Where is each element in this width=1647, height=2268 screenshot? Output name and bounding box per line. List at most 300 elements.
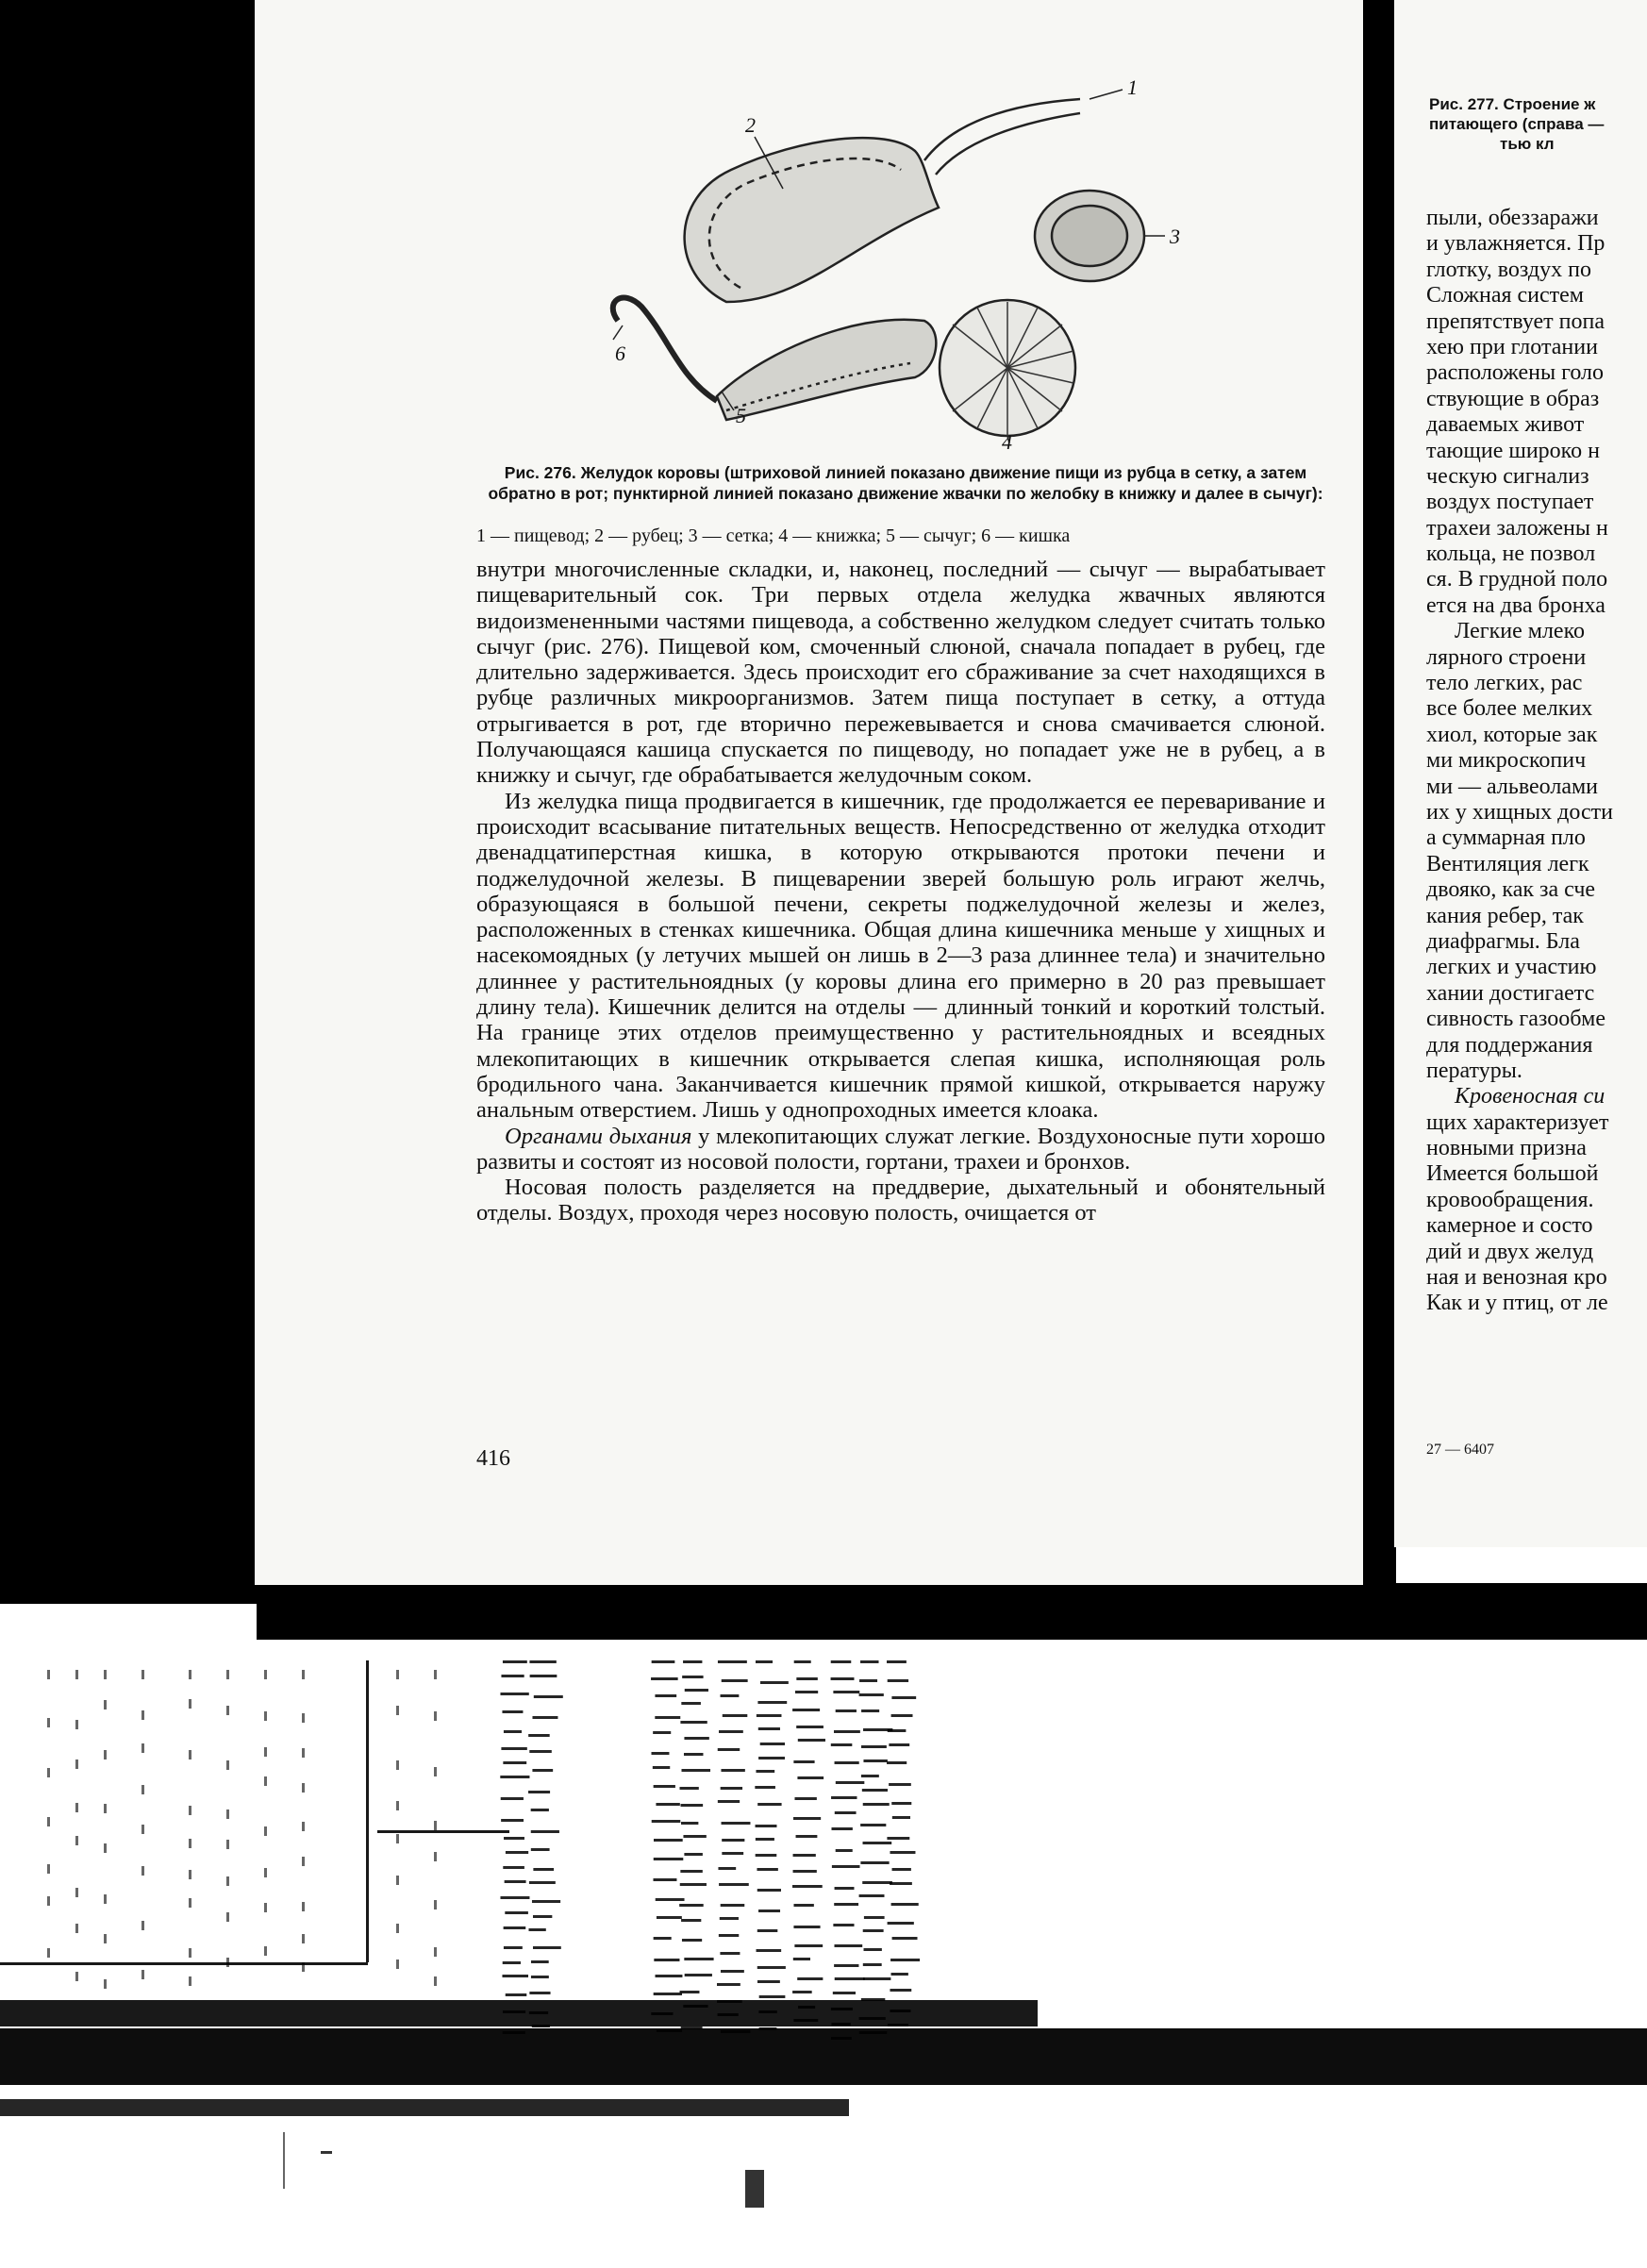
noise-mark [887, 1761, 907, 1764]
right-text-line: воздух поступает [1426, 490, 1594, 515]
noise-mark [863, 1929, 884, 1932]
right-text-line: кольца, не позвол [1426, 542, 1596, 567]
noise-mark [531, 1960, 549, 1963]
noise-mark [889, 1743, 909, 1746]
noise-mark [722, 1852, 743, 1855]
noise-mark [891, 1973, 908, 1976]
noise-mark [722, 1822, 751, 1825]
noise-mark [104, 1700, 107, 1709]
caption-line: питающего (справа — [1429, 115, 1605, 133]
noise-mark [141, 1866, 144, 1876]
figure-label-6: 6 [615, 342, 625, 365]
noise-mark [718, 1660, 747, 1663]
noise-mark [719, 1934, 739, 1937]
noise-mark [264, 1826, 267, 1836]
right-text-line: Как и у птиц, от ле [1426, 1291, 1608, 1316]
right-text-line: диафрагмы. Бла [1426, 928, 1580, 954]
right-text-line: легких и участию [1426, 955, 1597, 980]
noise-mark [189, 1948, 191, 1958]
noise-mark [396, 1670, 399, 1679]
noise-mark [264, 1868, 267, 1877]
right-text-line: новными призна [1426, 1136, 1587, 1161]
noise-mark [75, 1803, 78, 1812]
noise-mark [721, 1970, 744, 1973]
noise-mark [657, 1916, 682, 1919]
noise-mark [531, 1830, 559, 1833]
right-text-line: пературы. [1426, 1058, 1522, 1083]
noise-mark [531, 1848, 550, 1851]
right-text-line: дий и двух желуд [1426, 1239, 1594, 1264]
noise-mark [888, 1922, 914, 1925]
right-text-line: ми микроскопич [1426, 748, 1587, 774]
figure-label-3: 3 [1170, 225, 1180, 248]
noise-mark [500, 1896, 529, 1899]
noise-mark [366, 1660, 369, 1962]
noise-mark [758, 1909, 780, 1912]
noise-mark [792, 1991, 812, 1993]
noise-mark [531, 1809, 549, 1811]
noise-mark [75, 1924, 78, 1933]
noise-mark [680, 1870, 702, 1873]
noise-mark [504, 1837, 524, 1840]
noise-mark [861, 1709, 879, 1712]
noise-mark [189, 1699, 191, 1709]
noise-mark [264, 1711, 267, 1721]
noise-mark [302, 1822, 305, 1831]
noise-mark [226, 1670, 229, 1679]
noise-mark [859, 1693, 884, 1696]
noise-mark [891, 1696, 916, 1699]
noise-mark [684, 1753, 703, 1756]
noise-mark [680, 1721, 707, 1724]
noise-mark [75, 1888, 78, 1897]
noise-mark [502, 1975, 528, 1977]
noise-mark [892, 1816, 910, 1819]
noise-mark [396, 1834, 399, 1843]
noise-mark [75, 1972, 78, 1981]
noise-mark [833, 1924, 854, 1926]
noise-mark [321, 2151, 332, 2154]
noise-mark [655, 1694, 676, 1697]
noise-mark [860, 1824, 886, 1826]
noise-mark [47, 1948, 50, 1958]
noise-mark [141, 1921, 144, 1930]
noise-mark [721, 1904, 745, 1907]
noise-mark [75, 1836, 78, 1845]
noise-mark [528, 1734, 550, 1737]
noise-mark [721, 1694, 740, 1697]
noise-mark [860, 1861, 889, 1864]
noise-mark [718, 1867, 736, 1870]
noise-mark [834, 1730, 860, 1733]
noise-mark [891, 1802, 911, 1805]
noise-mark [722, 1679, 748, 1682]
right-text-line: ческую сигнализ [1426, 463, 1589, 489]
noise-mark [756, 1770, 774, 1773]
noise-mark [757, 1980, 780, 1983]
noise-mark [302, 1934, 305, 1943]
noise-mark [831, 1827, 852, 1830]
noise-mark [652, 1660, 675, 1663]
noise-mark [833, 1691, 859, 1693]
noise-mark [0, 1962, 368, 1965]
paragraph: Носовая полость разделяется на преддверие, дыхательный и обонятельный отделы. Воздух, проходя через носовую полость, очищается от [476, 1175, 1325, 1226]
noise-mark [651, 1752, 669, 1755]
noise-mark [264, 1946, 267, 1956]
noise-mark [682, 1939, 702, 1942]
noise-mark [757, 1929, 778, 1932]
stomach-illustration [566, 85, 1245, 443]
noise-mark [794, 1797, 816, 1800]
noise-mark [104, 1894, 107, 1904]
noise-mark [396, 1876, 399, 1885]
noise-mark [888, 1679, 908, 1682]
noise-mark [533, 1946, 561, 1949]
noise-mark [504, 1946, 523, 1949]
noise-mark [859, 1679, 877, 1682]
noise-mark [264, 1747, 267, 1757]
noise-mark [684, 1853, 702, 1856]
noise-mark [890, 1882, 912, 1885]
noise-mark [396, 1760, 399, 1770]
right-text-line: для поддержания [1426, 1032, 1593, 1058]
noise-mark [757, 1868, 777, 1871]
noise-mark [189, 1870, 191, 1879]
noise-mark [888, 1729, 907, 1732]
noise-mark [757, 1714, 782, 1717]
noise-mark [504, 1730, 522, 1733]
figure-label-4: 4 [1002, 430, 1012, 454]
noise-mark [835, 1887, 855, 1890]
noise-mark [863, 1842, 892, 1844]
right-text-line: расположены голо [1426, 360, 1605, 386]
noise-mark [836, 1709, 857, 1712]
noise-mark [226, 1876, 229, 1886]
noise-mark [104, 1843, 107, 1853]
noise-mark [792, 1885, 823, 1888]
noise-mark [757, 1966, 786, 1969]
noise-mark [141, 1785, 144, 1794]
right-text-line: трахеи заложены н [1426, 515, 1608, 541]
noise-mark [794, 1660, 811, 1663]
noise-mark [47, 1768, 50, 1777]
right-text-line: ствующие в образ [1426, 386, 1600, 411]
noise-mark [189, 1670, 191, 1679]
noise-mark [835, 1811, 857, 1814]
noise-mark [531, 1976, 549, 1978]
noise-mark [759, 1995, 786, 1998]
right-text-line: хании достигаетс [1426, 980, 1595, 1006]
noise-mark [757, 1803, 781, 1806]
noise-mark [745, 2170, 764, 2208]
noise-mark [863, 1803, 890, 1806]
noise-mark [500, 1776, 529, 1778]
noise-mark [796, 1835, 818, 1838]
noise-mark [377, 1830, 509, 1833]
noise-mark [104, 1750, 107, 1759]
right-text-line: и увлажняется. Пр [1426, 231, 1605, 257]
noise-mark [836, 1849, 853, 1852]
noise-mark [302, 1783, 305, 1793]
noise-mark [505, 1880, 526, 1883]
noise-mark [501, 1675, 524, 1677]
right-text-line: ется на два бронха [1426, 592, 1605, 618]
noise-mark [680, 1883, 707, 1886]
noise-mark [434, 1767, 437, 1776]
noise-mark [681, 1919, 701, 1922]
page-number: 416 [476, 1446, 510, 1471]
noise-mark [654, 1785, 675, 1788]
noise-mark [861, 1745, 887, 1748]
noise-mark [653, 1878, 676, 1881]
noise-mark [797, 1977, 823, 1980]
noise-mark [717, 1983, 740, 1986]
right-page-text [1426, 206, 1647, 1317]
noise-mark [793, 1904, 813, 1907]
right-figure-caption [1429, 94, 1647, 154]
noise-mark [283, 2132, 285, 2189]
right-text-line: ся. В грудной поло [1426, 567, 1608, 592]
noise-mark [719, 1730, 743, 1733]
noise-mark [862, 1881, 892, 1884]
noise-mark [654, 1937, 672, 1940]
noise-mark [104, 1979, 107, 1989]
noise-mark [104, 1934, 107, 1943]
noise-mark [722, 1839, 744, 1842]
noise-mark [652, 1820, 681, 1823]
noise-mark [681, 1822, 698, 1825]
scan-noise [0, 1604, 1647, 2263]
noise-mark [434, 1670, 437, 1679]
noise-mark [836, 1781, 865, 1784]
noise-mark [501, 1819, 524, 1822]
cow-stomach-figure [566, 75, 1245, 454]
noise-mark [681, 1804, 704, 1807]
noise-mark [860, 1660, 878, 1663]
paragraph-rest: у млекопитающих служат легкие. Воздухоносные пути хорошо развиты и состоят из носовой полости, гортани, трахеи и бронхов. [476, 1123, 1325, 1175]
figure-caption: Рис. 276. Желудок коровы (штриховой линией показано движение пищи из рубца в сетку, а затем обратно в рот; пунктирной линией показано движение жвачки по желобку в книжку и далее в сычуг): [488, 463, 1323, 503]
noise-mark [756, 1838, 774, 1841]
noise-mark [503, 1761, 526, 1764]
noise-mark [831, 1660, 852, 1663]
noise-mark [889, 1783, 911, 1786]
noise-mark [501, 1747, 526, 1750]
right-text-line: Кровеносная си [1455, 1084, 1605, 1109]
noise-mark [757, 1949, 782, 1952]
noise-mark [434, 1821, 437, 1830]
figure-label-5: 5 [736, 404, 746, 427]
noise-mark [532, 1769, 553, 1772]
noise-mark [654, 1839, 683, 1842]
noise-mark [529, 1750, 552, 1753]
scan-artifacts [0, 1604, 1647, 2263]
noise-mark [720, 1952, 740, 1955]
noise-mark [795, 1691, 818, 1693]
noise-mark [501, 1797, 524, 1800]
right-text-line: хею при глотании [1426, 334, 1598, 359]
noise-mark [794, 1944, 823, 1947]
right-text-line: кровообращения. [1426, 1187, 1594, 1212]
noise-mark [529, 1992, 550, 1994]
noise-mark [655, 1716, 680, 1719]
noise-mark [891, 1903, 919, 1906]
noise-mark [862, 1789, 888, 1792]
noise-mark [793, 1926, 820, 1928]
right-page-footer: 27 — 6407 [1426, 1442, 1494, 1458]
noise-mark [863, 1963, 882, 1966]
noise-mark [835, 1761, 859, 1764]
right-text-line: камерное и состо [1426, 1213, 1593, 1239]
noise-mark [47, 1670, 50, 1679]
noise-mark [758, 1727, 780, 1730]
noise-mark [189, 1976, 191, 1986]
noise-mark [302, 1713, 305, 1723]
noise-mark [890, 1959, 920, 1961]
noise-mark [682, 1769, 711, 1772]
noise-mark [796, 1677, 817, 1680]
noise-mark [863, 1977, 890, 1980]
noise-mark [529, 1660, 556, 1663]
right-text-line: все более мелких [1426, 696, 1593, 722]
noise-mark [891, 1714, 913, 1717]
right-text-line: хиол, которые зак [1426, 722, 1598, 747]
noise-mark [720, 1917, 739, 1920]
figure-label-2: 2 [745, 113, 756, 137]
right-text-line: глотку, воздух по [1426, 257, 1591, 282]
noise-mark [757, 1889, 781, 1892]
noise-mark [654, 1858, 684, 1860]
noise-mark [723, 1714, 748, 1717]
noise-mark [721, 1787, 742, 1790]
right-text-line: кания ребер, так [1426, 903, 1584, 928]
noise-mark [226, 1840, 229, 1849]
noise-mark [718, 1748, 740, 1751]
noise-mark [226, 1760, 229, 1770]
noise-mark [685, 1974, 712, 1976]
noise-mark [679, 1904, 704, 1907]
noise-mark [434, 1976, 437, 1986]
noise-mark [890, 1989, 911, 1992]
noise-mark [654, 1959, 679, 1961]
noise-mark [534, 1695, 563, 1698]
right-text-line: а суммарная пло [1426, 825, 1586, 851]
noise-mark [503, 1961, 521, 1964]
noise-mark [0, 2028, 1647, 2085]
noise-mark [396, 1924, 399, 1933]
noise-mark [831, 1743, 853, 1746]
noise-mark [861, 1775, 879, 1777]
noise-mark [302, 1902, 305, 1911]
noise-mark [189, 1839, 191, 1848]
noise-mark [529, 1881, 556, 1884]
noise-mark [887, 1837, 909, 1840]
noise-mark [532, 1900, 560, 1903]
noise-mark [719, 1883, 749, 1886]
scan-gutter [1361, 0, 1396, 1604]
noise-mark [226, 1912, 229, 1922]
noise-mark [835, 1944, 863, 1947]
noise-mark [864, 1916, 885, 1919]
noise-mark [833, 1992, 856, 1994]
right-text-line: Имеется большой [1426, 1161, 1599, 1187]
noise-mark [760, 1743, 785, 1745]
noise-mark [505, 1911, 528, 1914]
noise-mark [302, 1857, 305, 1866]
right-text-line: их у хищных дости [1426, 799, 1613, 825]
noise-mark [530, 1675, 557, 1677]
right-text-line: щих характеризует [1426, 1109, 1609, 1135]
caption-line: тью кл [1500, 135, 1555, 153]
noise-mark [504, 1926, 526, 1929]
noise-mark [651, 1677, 678, 1680]
noise-mark [656, 1975, 683, 1977]
figure-label-1: 1 [1127, 75, 1138, 99]
noise-mark [831, 1796, 857, 1799]
noise-mark [656, 1898, 685, 1901]
noise-mark [684, 1958, 713, 1960]
right-text-line: Вентиляция легк [1426, 851, 1589, 876]
noise-mark [500, 1693, 528, 1695]
term-italic: Органами дыхания [505, 1123, 692, 1149]
noise-mark [434, 1947, 437, 1957]
noise-mark [75, 1670, 78, 1679]
right-text-line: препятствует попа [1426, 309, 1605, 334]
caption-line: Рис. 277. Строение ж [1429, 95, 1596, 113]
noise-mark [189, 1750, 191, 1759]
noise-mark [793, 1870, 817, 1873]
noise-mark [834, 1964, 858, 1967]
main-text [476, 557, 1325, 1226]
noise-mark [189, 1806, 191, 1815]
noise-mark [755, 1786, 775, 1789]
noise-mark [756, 1660, 773, 1663]
right-text-line: ми — альвеолами [1426, 774, 1599, 799]
noise-mark [756, 1854, 777, 1857]
noise-mark [302, 1748, 305, 1758]
noise-mark [796, 1726, 824, 1728]
noise-mark [533, 1868, 554, 1871]
noise-mark [682, 1676, 703, 1678]
noise-mark [758, 1757, 785, 1759]
noise-mark [683, 1835, 706, 1838]
noise-mark [683, 1660, 702, 1663]
noise-mark [141, 1825, 144, 1834]
noise-mark [835, 1977, 865, 1980]
noise-mark [680, 1787, 699, 1790]
noise-mark [75, 1720, 78, 1729]
paragraph: Из желудка пища продвигается в кишечник, где продолжается ее переваривание и происходит всасывание питательных веществ. Непосредственно от желудка отходит двенадцатиперстная кишка, в которую открываются протоки печени и поджелудочной железы. В пищеварении зверей большую роль играют желчь, образующаяся в большой печени, секреты поджелудочной железы и желез, расположенных в стенках кишечника. Общая длина кишечника меньше у хищных и насекомоядных (у летучих мышей он лишь в 2—3 раза длиннее тела) и значительно длиннее у растительноядных (у коровы длина его примерно в 20 раз превышает длину тела). Кишечник делится на отделы — длинный тонкий и короткий толстый. На границе этих отделов преимущественно у растительноядных и всеядных млекопитающих в кишечник открывается слепая кишка, исполняющая роль бродильного чана. Заканчивается кишечник прямой кишкой, открывается наружу анальным отверстием. Лишь у однопроходных имеется клоака. [476, 788, 1325, 1124]
noise-mark [396, 1801, 399, 1810]
right-text-line: ная и венозная кро [1426, 1265, 1607, 1291]
noise-mark [832, 1865, 860, 1868]
noise-mark [434, 1852, 437, 1861]
noise-mark [533, 1915, 552, 1918]
noise-mark [760, 1681, 789, 1684]
right-text-line: Легкие млеко [1455, 619, 1586, 644]
noise-mark [656, 1803, 679, 1806]
noise-mark [892, 1868, 911, 1871]
noise-mark [141, 1670, 144, 1679]
right-text-line: лярного строени [1426, 644, 1587, 670]
noise-mark [47, 1896, 50, 1906]
noise-mark [503, 1866, 524, 1869]
noise-mark [892, 1937, 918, 1940]
noise-mark [864, 1948, 882, 1951]
noise-mark [834, 1903, 858, 1906]
noise-mark [793, 1817, 821, 1820]
paragraph: внутри многочисленные складки, и, наконец, последний — сычуг — вырабатывает пищеварительный сок. Три первых отдела желудка жвачных являются видоизмененными частями пищевода, а собственно желудком следует считать только сычуг (рис. 276). Пищевой ком, смоченный слюной, сначала попадает в рубец, где длительно задерживается. Здесь происходит его сбраживание за счет находящихся в рубце различных микроорганизмов. Затем пища поступает в сетку, а оттуда отрыгивается в рот, где вторично пережевывается и снова смачивается слюной. Получающаяся кашица спускается по пищеводу, но попадает уже не в рубец, а в книжку и сычуг, где обрабатывается желудочным соком. [476, 557, 1325, 789]
right-text-line: сивность газообме [1426, 1007, 1606, 1032]
